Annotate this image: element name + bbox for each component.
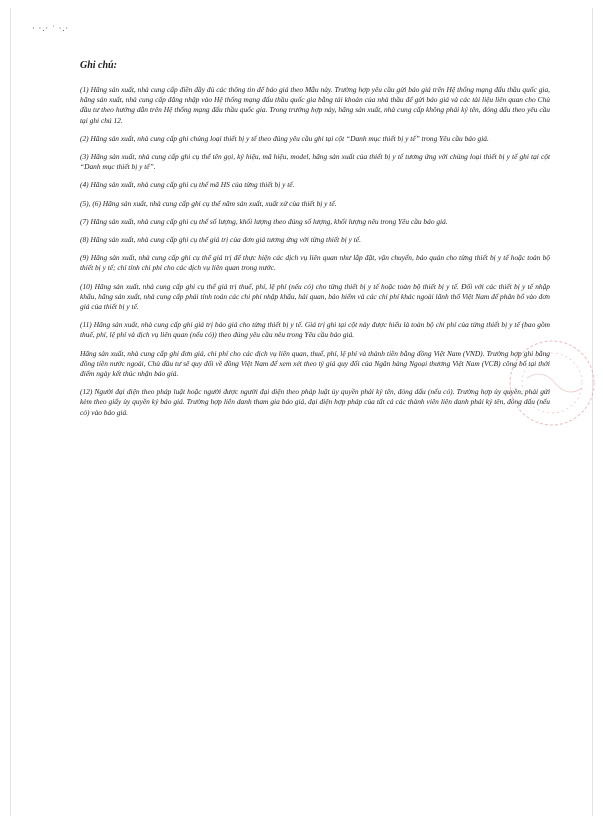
note-11: (11) Hãng sản xuất, nhà cung cấp ghi giá trị báo giá cho từng thiết bị y tế. Giá trị ghi tại cột này được hiểu là toàn bộ chi phí của từng thiết bị y tế (bao gồm thuế, phí, lệ phí và dịch vụ liên quan (nếu có)) theo đúng yêu cầu nêu trong Yêu cầu báo giá.	[80, 320, 550, 340]
note-1: (1) Hãng sản xuất, nhà cung cấp điền đầy đủ các thông tin để báo giá theo Mẫu này. Trường hợp yêu cầu gửi báo giá trên Hệ thống mạng đấu thầu quốc gia, hãng sản xuất, nhà cung cấp đăng nhập vào Hệ thống mạng đấu thầu quốc gia bằng tài khoản của nhà thầu để gửi báo giá và các tài liệu liên quan cho Chủ đầu tư theo hướng dẫn trên Hệ thống mạng đấu thầu quốc gia. Trong trường hợp này, hãng sản xuất, nhà cung cấp không phải ký tên, đóng dấu theo yêu cầu tại ghi chú 12.	[80, 85, 550, 125]
note-currency: Hãng sản xuất, nhà cung cấp ghi đơn giá, chi phí cho các dịch vụ liên quan, thuế, phí, lệ phí và thành tiền bằng đồng Việt Nam (VND). Trường hợp ghi bằng đồng tiền nước ngoài, Chủ đầu tư sẽ quy đổi về đồng Việt Nam để xem xét theo tỷ giá quy đổi của Ngân hàng Ngoại thương Việt Nam (VCB) công bố tại thời điểm ngày kết thúc nhận báo giá.	[80, 348, 550, 379]
notes-title: Ghi chú:	[80, 60, 117, 71]
note-3: (3) Hãng sản xuất, nhà cung cấp ghi cụ thể tên gọi, ký hiệu, mã hiệu, model, hãng sản xuất của thiết bị y tế tương ứng với chủng loại thiết bị y tế ghi tại cột “Danh mục thiết bị y tế”.	[80, 152, 550, 172]
note-12: (12) Người đại diện theo pháp luật hoặc người được người đại diện theo pháp luật ủy quyền phải ký tên, đóng dấu (nếu có). Trường hợp ủy quyền, phải gửi kèm theo giấy ủy quyền ký báo giá. Trường hợp liên danh tham gia báo giá, đại diện hợp pháp của tất cả các thành viên liên danh phải ký tên, đóng dấu (nếu có) vào báo giá.	[80, 387, 550, 417]
note-8: (8) Hãng sản xuất, nhà cung cấp ghi cụ thể giá trị của đơn giá tương ứng với từng thiết bị y tế.	[80, 235, 361, 245]
note-4: (4) Hãng sản xuất, nhà cung cấp ghi cụ thể mã HS của từng thiết bị y tế.	[80, 180, 295, 190]
note-5-6: (5), (6) Hãng sản xuất, nhà cung cấp ghi cụ thể năm sản xuất, xuất xứ của thiết bị y tế.	[80, 198, 337, 208]
note-7: (7) Hãng sản xuất, nhà cung cấp ghi cụ thể số lượng, khối lượng theo đúng số lượng, khối lượng nêu trong Yêu cầu báo giá.	[80, 216, 448, 226]
scan-marks: · ·.· ˙ ·.·	[32, 24, 69, 33]
document-body	[80, 60, 550, 426]
note-2: (2) Hãng sản xuất, nhà cung cấp ghi chủng loại thiết bị y tế theo đúng yêu cầu ghi tại cột “Danh mục thiết bị y tế” trong Yêu cầu báo giá.	[80, 133, 489, 143]
note-10: (10) Hãng sản xuất, nhà cung cấp ghi cụ thể giá trị thuế, phí, lệ phí (nếu có) cho từng thiết bị y tế hoặc toàn bộ thiết bị y tế. Đối với các thiết bị y tế nhập khẩu, hãng sản xuất, nhà cung cấp phải tính toán các chi phí nhập khẩu, hải quan, bảo hiểm và các chi phí khác ngoài lãnh thổ Việt Nam để phân bổ vào đơn giá của thiết bị y tế.	[80, 281, 550, 312]
note-9: (9) Hãng sản xuất, nhà cung cấp ghi cụ thể giá trị để thực hiện các dịch vụ liên quan như lắp đặt, vận chuyển, bảo quản cho từng thiết bị y tế hoặc toàn bộ thiết bị y tế; chỉ tính chi phí cho các dịch vụ liên quan trong nước.	[80, 253, 550, 273]
